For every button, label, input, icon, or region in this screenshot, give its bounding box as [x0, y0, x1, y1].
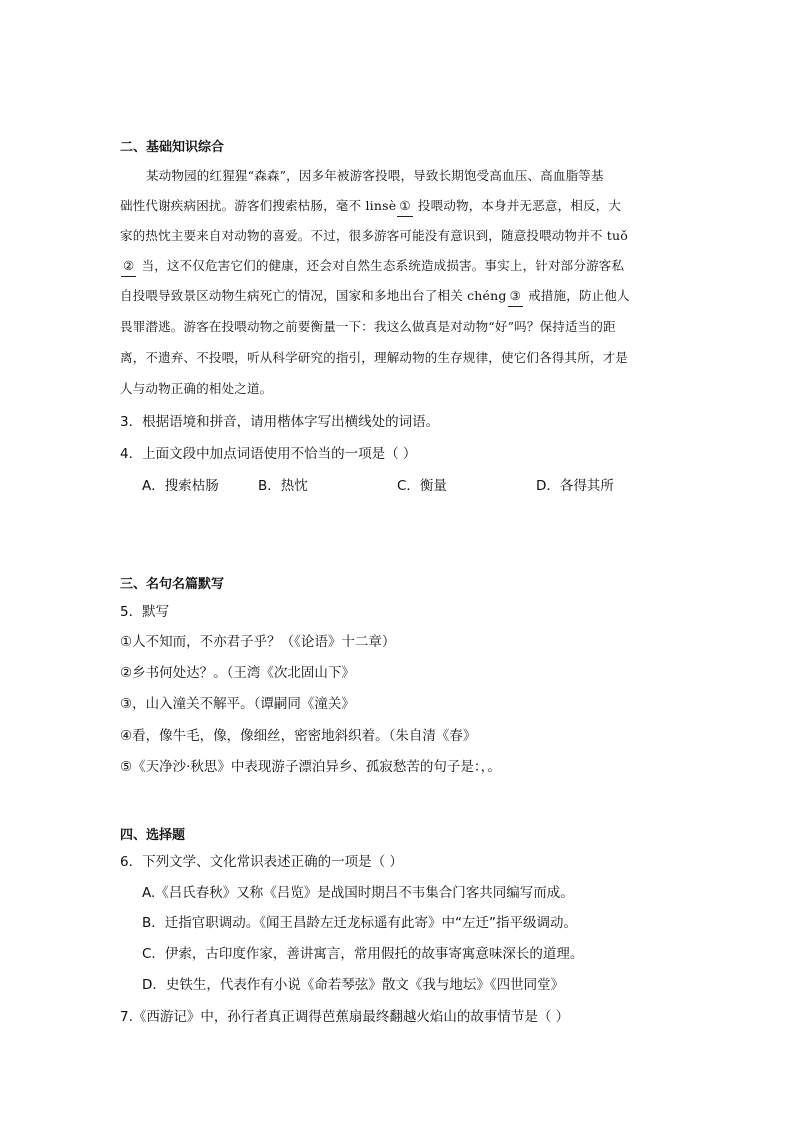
dictation-item-5: ⑤《天净沙·秋思》中表现游子漂泊异乡、孤寂愁苦的句子是：，。: [120, 759, 501, 775]
blank-2[interactable]: ②: [121, 256, 136, 277]
q6-option-d[interactable]: D．史铁生，代表作有小说《命若琴弦》散文《我与地坛》《四世同堂》: [142, 977, 565, 993]
dictation-item-3: ③，山入潼关不解平。（谭嗣同《潼关》: [120, 696, 355, 712]
passage-line-5: [120, 286, 630, 307]
q4-option-a[interactable]: A．搜索枯肠: [142, 478, 219, 494]
q4-option-c[interactable]: C．衡量: [397, 478, 447, 494]
passage-line-2: [120, 196, 621, 217]
passage-line-8: 人与动物正确的相处之道。: [120, 381, 273, 396]
question-6: 6．下列文学、文化常识表述正确的一项是（ ）: [120, 854, 403, 870]
passage-line-7: 离，不遗弃、不投喂，听从科学研究的指引，理解动物的生存规律，使它们各得其所，才是: [120, 350, 629, 365]
section-heading-basic-knowledge: 二、基础知识综合: [120, 140, 225, 155]
section-heading-multiple-choice: 四、选择题: [120, 828, 186, 843]
question-4: 4．上面文段中加点词语使用不恰当的一项是（ ）: [120, 446, 417, 462]
q6-option-a[interactable]: A.《吕氏春秋》又称《吕览》是战国时期吕不韦集合门客共同编写而成。: [142, 885, 574, 901]
q6-option-c[interactable]: C．伊索，古印度作家，善讲寓言，常用假托的故事寄寓意味深长的道理。: [142, 946, 584, 962]
blank-1[interactable]: ①: [397, 196, 412, 217]
dictation-item-2: ②乡书何处达？。（王湾《次北固山下》: [120, 665, 355, 681]
question-3: 3．根据语境和拼音，请用楷体字写出横线处的词语。: [120, 414, 440, 430]
section-heading-famous-quotes: 三、名句名篇默写: [120, 577, 225, 592]
q4-option-d[interactable]: D．各得其所: [536, 478, 614, 494]
passage-line-4-text: 当，这不仅危害它们的健康，还会对自然生态系统造成损害。事实上，针对部分游客私: [137, 258, 625, 273]
blank-3[interactable]: ③: [508, 286, 523, 307]
dictation-item-4: ④看，像牛毛，像，像细丝，密密地斜织着。（朱自清《春》: [120, 728, 477, 744]
passage-line-5-text: 自投喂导致景区动物生病死亡的情况，国家和多地出台了相关 chéng: [120, 288, 507, 303]
passage-line-2-rest: 投喂动物，本身并无恶意，相反，大: [413, 198, 622, 213]
passage-line-3: 家的热忱主要来自对动物的喜爱。不过，很多游客可能没有意识到，随意投喂动物并不 tuǒ: [120, 228, 628, 243]
dictation-item-1: ①人不知而，不亦君子乎？（《论语》十二章）: [120, 634, 396, 650]
passage-line-1: 某动物园的红猩猩“森森”，因多年被游客投喂，导致长期饱受高血压、高血脂等基: [146, 168, 604, 183]
question-7: 7.《西游记》中，孙行者真正调得芭蕉扇最终翻越火焰山的故事情节是（ ）: [120, 1009, 570, 1025]
passage-line-4: [120, 256, 624, 277]
passage-line-2-text: 础性代谢疾病困扰。游客们搜索枯肠，毫不 linsè: [120, 198, 397, 213]
q6-option-b[interactable]: B．迁指官职调动。《闻王昌龄左迁龙标遥有此寄》中“左迁”指平级调动。: [142, 915, 577, 931]
passage-line-6: 畏罪潜逃。游客在投喂动物之前要衡量一下：我这么做真是对动物“好”吗？保持适当的距: [120, 319, 616, 334]
question-5: 5．默写: [120, 604, 170, 620]
passage-line-5-rest: 戒措施，防止他人: [523, 288, 630, 303]
q4-option-b[interactable]: B．热忱: [258, 478, 308, 494]
